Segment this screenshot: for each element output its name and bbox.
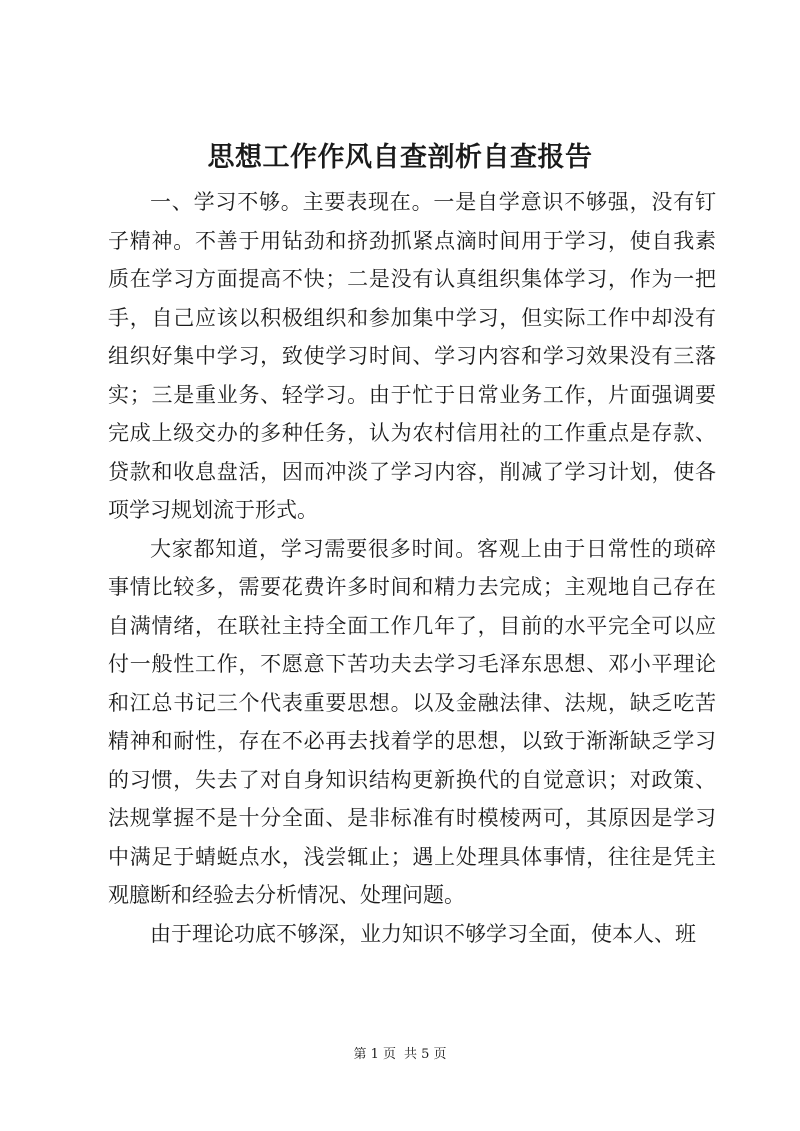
paragraph-1: 一、学习不够。主要表现在。一是自学意识不够强，没有钉子精神。不善于用钻劲和挤劲抓紧点滴时间用于学习，使自我素质在学习方面提高不快；二是没有认真组织集体学习，作为一把手，自己应该以积极组织和参加集中学习，但实际工作中却没有组织好集中学习，致使学习时间、学习内容和学习效果没有三落实；三是重业务、轻学习。由于忙于日常业务工作，片面强调要完成上级交办的多种任务，认为农村信用社的工作重点是存款、贷款和收息盘活，因而冲淡了学习内容，削减了学习计划，使各项学习规划流于形式。: [108, 190, 716, 522]
document-body: [108, 183, 716, 953]
paragraph-2: 大家都知道，学习需要很多时间。客观上由于日常性的琐碎事情比较多，需要花费许多时间和精力去完成；主观地自己存在自满情绪，在联社主持全面工作几年了，目前的水平完全可以应付一般性工作，不愿意下苦功夫去学习毛泽东思想、邓小平理论和江总书记三个代表重要思想。以及金融法律、法规，缺乏吃苦精神和耐性，存在不必再去找着学的思想，以致于渐渐缺乏学习的习惯，失去了对自身知识结构更新换代的自觉意识；对政策、法规掌握不是十分全面、是非标准有时模棱两可，其原因是学习中满足于蜻蜓点水，浅尝辄止；遇上处理具体事情，往往是凭主观臆断和经验去分析情况、处理问题。: [108, 536, 716, 907]
document-title: 思想工作作风自查剖析自查报告: [207, 142, 593, 173]
page-footer: [0, 1046, 800, 1064]
page-number: 第 1 页: [353, 1047, 396, 1062]
paragraph-3: 由于理论功底不够深，业力知识不够学习全面，使本人、班: [150, 921, 696, 946]
page-total: 共 5 页: [404, 1047, 447, 1062]
